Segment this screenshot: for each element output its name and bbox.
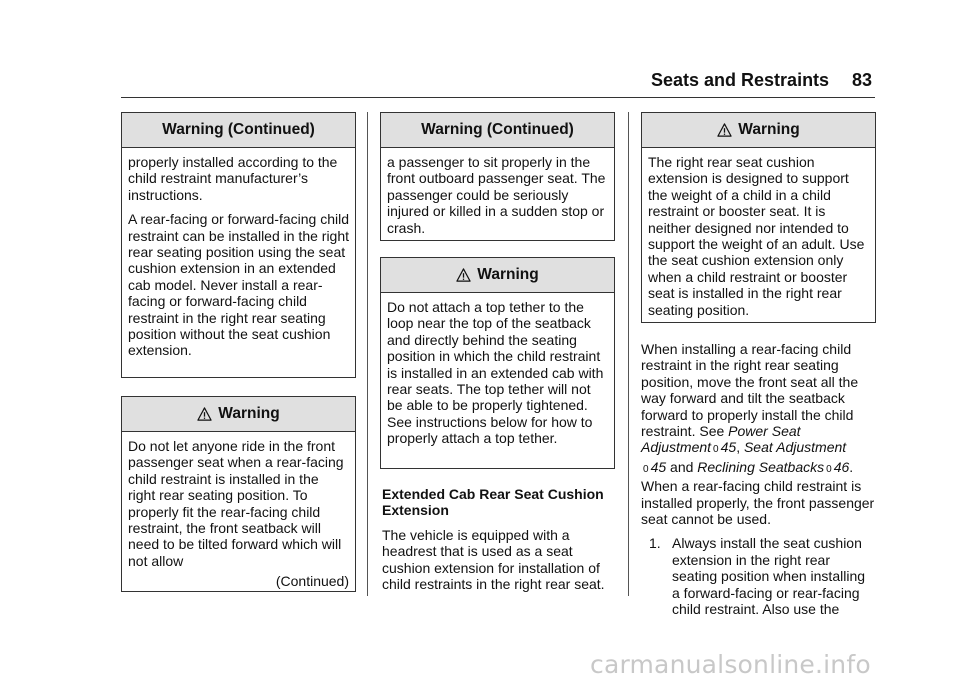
- page-ref-arrow-icon: 0: [713, 444, 719, 456]
- warning-box-body: [381, 148, 614, 236]
- list-item: [641, 535, 875, 617]
- warning-paragraph: properly installed according to the child restraint manufacturer’s instructions.: [128, 154, 338, 203]
- warning-box-body: [381, 293, 614, 447]
- column-divider-1: [367, 112, 368, 596]
- page-number: 83: [852, 70, 873, 90]
- warning-box-continued-1: [121, 112, 356, 378]
- warning-box-4: [641, 112, 876, 323]
- warning-paragraph: Do not attach a top tether to the loop near the top of the seatback and directly behind the seating position in which the child restraint is installed in an extended cab with rear seats. The top tether will not be able to be properly tightened. See instructions below for how to properly attach a top tether.: [387, 299, 604, 447]
- warning-box-title: Warning: [477, 266, 539, 283]
- page-reference[interactable]: 45: [720, 439, 737, 456]
- warning-paragraph: A rear-facing or forward-facing child restraint can be installed in the right rear seating position using the seat cushion extension in an extended cab model. Never install a rear-facing or forward-facing child restraint in the right rear seating position without the seat cushion extension.: [128, 211, 350, 359]
- cross-reference-link[interactable]: Power Seat Adjustment: [641, 423, 801, 456]
- page-header-title: Seats and Restraints: [651, 70, 830, 90]
- warning-box-body: [642, 148, 875, 318]
- header-rule: [121, 97, 875, 98]
- warning-box-2: [121, 396, 356, 592]
- list-number: 1.: [649, 535, 661, 552]
- warning-box-header: [122, 397, 355, 432]
- cross-reference-link[interactable]: Reclining Seatbacks: [697, 458, 825, 475]
- section-subheading: Extended Cab Rear Seat Cushion Extension: [382, 486, 604, 519]
- column-divider-2: [628, 112, 629, 596]
- warning-box-title: Warning: [218, 405, 280, 422]
- body-text: When installing a rear-facing child restraint in the right rear seating position, move the front seat all the way forward and tilt the seatback forward to properly install the child restraint. See: [641, 341, 859, 440]
- warning-triangle-icon: [197, 407, 212, 422]
- body-text-col2: [382, 486, 614, 600]
- warning-triangle-icon: [717, 123, 732, 138]
- warning-box-title: Warning (Continued): [122, 113, 355, 148]
- continued-label: (Continued): [275, 573, 349, 590]
- body-text-col3: [641, 341, 875, 618]
- list-text: Always install the seat cushion extension in the right rear seating position when installing a forward-facing or rear-facing child restraint. Also use the: [672, 535, 866, 618]
- warning-triangle-icon: [456, 268, 471, 283]
- warning-paragraph: a passenger to sit properly in the front outboard passenger seat. The passenger could be seriously injured or killed in a sudden stop or crash.: [387, 154, 606, 236]
- page-ref-arrow-icon: 0: [826, 463, 832, 475]
- warning-paragraph: Do not let anyone ride in the front passenger seat when a rear-facing child restraint is installed in the right rear seating position. To properly fit the rear-facing child restraint, the front seatback will need to be tilted forward which will not allow: [128, 438, 344, 569]
- warning-box-header: [642, 113, 875, 148]
- page-reference[interactable]: 46: [833, 458, 850, 475]
- page-reference[interactable]: 45: [650, 458, 667, 475]
- separator: ,: [736, 439, 744, 456]
- warning-box-header: [381, 258, 614, 293]
- warning-box-3: [380, 257, 615, 469]
- warning-box-title: Warning (Continued): [381, 113, 614, 148]
- body-paragraph: [641, 341, 875, 527]
- warning-box-continued-2: [380, 112, 615, 241]
- page-ref-arrow-icon: 0: [643, 463, 649, 475]
- watermark: carmanualsonline.info: [590, 650, 871, 679]
- conjunction: and: [666, 458, 698, 475]
- warning-box-body: [122, 148, 355, 359]
- cross-reference-link[interactable]: Seat Adjustment: [743, 439, 847, 456]
- body-text: . When a rear-facing child restraint is installed properly, the front passenger seat cannot be used.: [641, 458, 875, 528]
- warning-box-title: Warning: [738, 121, 800, 138]
- body-paragraph: The vehicle is equipped with a headrest that is used as a seat cushion extension for installation of child restraints in the right rear seat.: [382, 526, 605, 593]
- warning-box-body: [122, 432, 355, 590]
- warning-paragraph: The right rear seat cushion extension is designed to support the weight of a child in a child restraint or booster seat. It is neither designed nor intended to support the weight of an adult. Use the seat cushion extension only when a child restraint or booster seat is installed in the right rear seating position.: [648, 154, 865, 318]
